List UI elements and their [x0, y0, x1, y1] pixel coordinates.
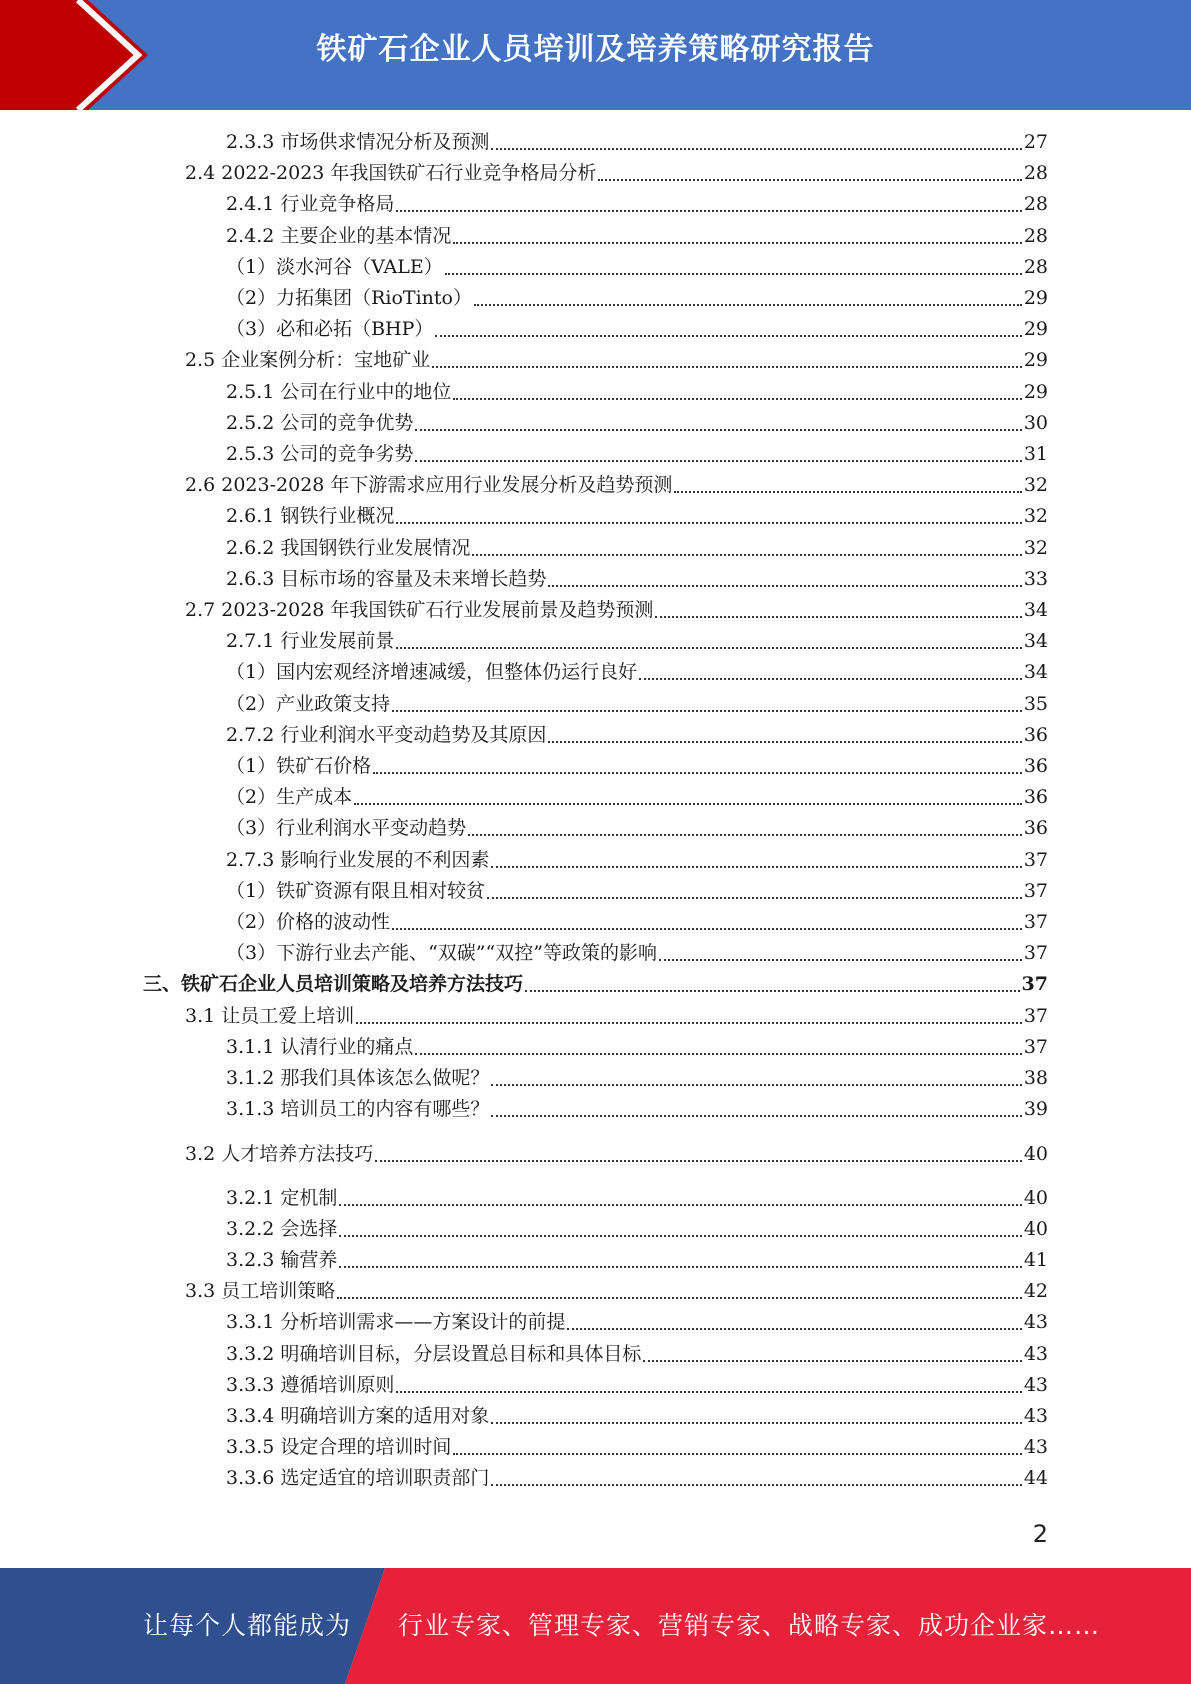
toc-entry[interactable]	[226, 221, 1048, 252]
toc-entry-page: 34	[1023, 599, 1048, 621]
toc-entry-label: （3）必和必拓（BHP）	[226, 318, 434, 341]
toc-entry-label: 2.7.3 影响行业发展的不利因素	[226, 848, 490, 871]
toc-entry-page: 43	[1023, 1436, 1048, 1459]
toc-entry-page: 36	[1023, 755, 1048, 777]
toc-dot-leader	[339, 1235, 1021, 1237]
toc-entry-label: 三、铁矿石企业人员培训策略及培养方法技巧	[143, 973, 524, 996]
toc-entry-page: 32	[1023, 505, 1048, 528]
toc-entry[interactable]	[226, 408, 1048, 439]
toc-dot-leader	[487, 897, 1022, 899]
toc-entry-label: （3）行业利润水平变动趋势	[226, 817, 467, 840]
toc-entry-page: 42	[1023, 1280, 1048, 1303]
toc-entry[interactable]	[185, 158, 1048, 189]
toc-entry[interactable]	[226, 1183, 1048, 1214]
toc-entry[interactable]	[226, 813, 1048, 844]
footer-slogan-right: 行业专家、管理专家、营销专家、战略专家、成功企业家……	[398, 1611, 1101, 1640]
toc-entry[interactable]	[226, 1032, 1048, 1063]
toc-entry-label: 2.5 企业案例分析：宝地矿业	[185, 349, 431, 372]
toc-entry-page: 43	[1023, 1373, 1048, 1396]
toc-entry[interactable]	[226, 564, 1048, 595]
toc-dot-leader	[567, 1328, 1021, 1330]
toc-entry-label: 2.5.1 公司在行业中的地位	[226, 380, 452, 403]
toc-entry-page: 39	[1023, 1098, 1048, 1121]
toc-entry-page: 28	[1023, 255, 1048, 278]
toc-entry-label: 3.1 让员工爱上培训	[185, 1004, 355, 1027]
page-number: 2	[1032, 1520, 1048, 1548]
toc-entry-label: 3.3.6 选定适宜的培训职责部门	[226, 1467, 490, 1490]
toc-dot-leader	[491, 148, 1021, 150]
toc-entry[interactable]	[226, 1245, 1048, 1276]
toc-entry-label: 2.6 2023-2028 年下游需求应用行业发展分析及趋势预测	[185, 474, 673, 497]
toc-dot-leader	[674, 491, 1021, 493]
toc-entry-page: 34	[1023, 630, 1048, 653]
toc-dot-leader	[375, 1160, 1022, 1162]
toc-entry-label: 3.2 人才培养方法技巧	[185, 1143, 374, 1166]
toc-entry-label: （2）生产成本	[226, 786, 353, 809]
toc-entry-page: 28	[1023, 224, 1048, 247]
toc-entry-label: （2）价格的波动性	[226, 911, 391, 933]
toc-dot-leader	[453, 242, 1021, 244]
toc-dot-leader	[491, 866, 1021, 868]
toc-entry-page: 33	[1023, 567, 1048, 590]
toc-dot-leader	[356, 1022, 1022, 1024]
toc-entry[interactable]	[185, 1139, 1048, 1170]
toc-entry-label: 2.4.2 主要企业的基本情况	[226, 224, 452, 247]
page-footer	[0, 1568, 1191, 1684]
toc-entry-page: 28	[1023, 193, 1048, 216]
toc-dot-leader	[396, 522, 1021, 524]
toc-dot-leader	[639, 678, 1022, 680]
toc-entry-label: 2.6.2 我国钢铁行业发展情况	[226, 536, 471, 559]
toc-dot-leader	[491, 1084, 1021, 1086]
toc-entry-label: 2.3.3 市场供求情况分析及预测	[226, 131, 490, 153]
toc-dot-leader	[453, 1453, 1021, 1455]
toc-dot-leader	[491, 1115, 1021, 1117]
document-title: 铁矿石企业人员培训及培养策略研究报告	[316, 32, 875, 67]
toc-entry-page: 29	[1023, 380, 1048, 403]
toc-entry-page: 31	[1023, 443, 1048, 465]
toc-dot-leader	[415, 429, 1021, 431]
toc-entry-label: 2.5.2 公司的竞争优势	[226, 411, 414, 434]
toc-entry-page: 27	[1023, 131, 1048, 153]
toc-dot-leader	[445, 273, 1022, 275]
toc-entry-label: 3.3.1 分析培训需求——方案设计的前提	[226, 1311, 566, 1334]
toc-entry[interactable]	[226, 1432, 1048, 1463]
toc-dot-leader	[373, 772, 1022, 774]
toc-dot-leader	[396, 1391, 1021, 1393]
toc-entry-label: 2.6.1 钢铁行业概况	[226, 505, 395, 528]
toc-entry[interactable]	[226, 876, 1048, 907]
toc-dot-leader	[548, 585, 1021, 587]
toc-entry-page: 40	[1023, 1143, 1048, 1166]
toc-entry-page: 37	[1023, 911, 1048, 933]
toc-dot-leader	[432, 366, 1022, 368]
toc-entry[interactable]	[185, 470, 1048, 501]
toc-entry-label: （3）下游行业去产能、“双碳”“双控”等政策的影响	[226, 942, 657, 965]
toc-dot-leader	[491, 1484, 1021, 1486]
toc-entry-page: 37	[1023, 879, 1048, 902]
toc-entry-page: 43	[1023, 1405, 1048, 1427]
toc-entry-page: 35	[1023, 692, 1048, 715]
toc-entry-label: 2.4.1 行业竞争格局	[226, 193, 395, 216]
toc-entry-page: 43	[1023, 1342, 1048, 1365]
toc-entry-label: 3.1.3 培训员工的内容有哪些？	[226, 1098, 490, 1121]
toc-entry-page: 34	[1023, 661, 1048, 684]
toc-entry[interactable]	[226, 252, 1048, 283]
toc-entry[interactable]	[226, 1463, 1048, 1494]
toc-entry[interactable]	[226, 938, 1048, 969]
toc-dot-leader	[453, 398, 1021, 400]
toc-entry[interactable]	[226, 377, 1048, 408]
toc-entry[interactable]	[185, 1276, 1048, 1307]
toc-entry-label: 3.3.4 明确培训方案的适用对象	[226, 1405, 490, 1427]
toc-dot-leader	[491, 1422, 1021, 1424]
toc-dot-leader	[548, 741, 1021, 743]
toc-entry-page: 37	[1023, 1004, 1048, 1027]
toc-entry-page: 29	[1023, 318, 1048, 341]
toc-dot-leader	[415, 1053, 1021, 1055]
toc-entry[interactable]	[226, 751, 1048, 782]
toc-entry-label: 3.1.1 认清行业的痛点	[226, 1035, 414, 1058]
toc-entry-page: 32	[1023, 474, 1048, 497]
toc-entry-page: 36	[1023, 723, 1048, 746]
toc-entry[interactable]	[226, 689, 1048, 720]
toc-entry-label: （1）铁矿资源有限且相对较贫	[226, 879, 486, 902]
toc-entry[interactable]	[226, 1339, 1048, 1370]
toc-dot-leader	[655, 616, 1021, 618]
toc-entry[interactable]	[185, 595, 1048, 626]
toc-dot-leader	[659, 959, 1022, 961]
toc-dot-leader	[354, 803, 1022, 805]
toc-entry-page: 43	[1023, 1311, 1048, 1334]
toc-dot-leader	[415, 460, 1021, 462]
toc-dot-leader	[396, 647, 1021, 649]
toc-entry[interactable]	[226, 189, 1048, 220]
toc-dot-leader	[525, 990, 1020, 992]
toc-entry-label: 3.2.1 定机制	[226, 1186, 338, 1209]
footer-slogan-left: 让每个人都能成为	[143, 1611, 352, 1640]
toc-entry[interactable]	[226, 907, 1048, 938]
toc-entry[interactable]	[226, 845, 1048, 876]
page-header	[0, 0, 1191, 110]
toc-entry[interactable]	[226, 314, 1048, 345]
toc-entry-page: 36	[1023, 817, 1048, 840]
toc-entry-page: 44	[1023, 1467, 1048, 1490]
toc-entry-page: 40	[1023, 1217, 1048, 1240]
toc-entry-page: 37	[1023, 1035, 1048, 1058]
toc-entry[interactable]	[143, 969, 1048, 1000]
toc-entry-label: （1）淡水河谷（VALE）	[226, 255, 443, 278]
toc-dot-leader	[337, 1297, 1022, 1299]
toc-dot-leader	[468, 834, 1022, 836]
toc-entry[interactable]	[226, 1063, 1048, 1094]
toc-entry[interactable]	[226, 626, 1048, 657]
toc-entry-page: 30	[1023, 411, 1048, 434]
toc-dot-leader	[396, 210, 1021, 212]
toc-entry-page: 37	[1023, 942, 1048, 965]
toc-dot-leader	[339, 1204, 1021, 1206]
toc-entry-label: 2.6.3 目标市场的容量及未来增长趋势	[226, 567, 547, 590]
toc-entry[interactable]	[226, 283, 1048, 314]
toc-entry-label: 3.3.5 设定合理的培训时间	[226, 1436, 452, 1459]
toc-entry-page: 38	[1023, 1067, 1048, 1089]
toc-entry[interactable]	[226, 657, 1048, 688]
toc-entry[interactable]	[185, 1001, 1048, 1032]
toc-dot-leader	[474, 304, 1022, 306]
toc-entry[interactable]	[226, 1094, 1048, 1125]
toc-entry-page: 37	[1021, 973, 1048, 996]
toc-dot-leader	[435, 335, 1021, 337]
toc-entry-page: 29	[1023, 287, 1048, 309]
toc-dot-leader	[598, 179, 1021, 181]
toc-entry-label: 2.5.3 公司的竞争劣势	[226, 443, 414, 465]
toc-entry-label: 2.4 2022-2023 年我国铁矿石行业竞争格局分析	[185, 162, 597, 185]
toc-entry[interactable]	[226, 782, 1048, 813]
toc-entry-label: （2）力拓集团（RioTinto）	[226, 287, 472, 309]
toc-entry-page: 28	[1023, 162, 1048, 185]
toc-entry-page: 41	[1023, 1249, 1048, 1271]
toc-entry-label: （2）产业政策支持	[226, 692, 391, 715]
toc-entry-label: 2.7 2023-2028 年我国铁矿石行业发展前景及趋势预测	[185, 599, 654, 621]
toc-entry[interactable]	[226, 127, 1048, 158]
toc-entry[interactable]	[226, 1307, 1048, 1338]
toc-dot-leader	[339, 1266, 1021, 1268]
toc-entry-label: 3.3.3 遵循培训原则	[226, 1373, 395, 1396]
toc-entry-label: 2.7.2 行业利润水平变动趋势及其原因	[226, 723, 547, 746]
toc-entry-page: 29	[1023, 349, 1048, 372]
toc-dot-leader	[472, 554, 1021, 556]
toc-entry-page: 37	[1023, 848, 1048, 871]
toc-entry[interactable]	[226, 439, 1048, 470]
toc-entry-label: 2.7.1 行业发展前景	[226, 630, 395, 653]
toc-dot-leader	[392, 710, 1022, 712]
toc-entry[interactable]	[226, 720, 1048, 751]
toc-entry-page: 36	[1023, 786, 1048, 809]
toc-entry-label: （1）铁矿石价格	[226, 755, 372, 777]
toc-entry[interactable]	[226, 533, 1048, 564]
toc-dot-leader	[643, 1360, 1021, 1362]
toc-entry[interactable]	[226, 1401, 1048, 1432]
toc-entry-label: 3.3 员工培训策略	[185, 1280, 336, 1303]
toc-entry-label: 3.2.2 会选择	[226, 1217, 338, 1240]
toc-entry-label: （1）国内宏观经济增速减缓，但整体仍运行良好	[226, 661, 638, 684]
toc-entry-page: 40	[1023, 1186, 1048, 1209]
toc-entry-label: 3.2.3 输营养	[226, 1249, 338, 1271]
toc-entry[interactable]	[185, 345, 1048, 376]
toc-entry[interactable]	[226, 501, 1048, 532]
toc-entry-label: 3.3.2 明确培训目标，分层设置总目标和具体目标	[226, 1342, 642, 1365]
toc-entry-page: 32	[1023, 536, 1048, 559]
toc-dot-leader	[392, 928, 1022, 930]
toc-entry[interactable]	[226, 1370, 1048, 1401]
toc-entry-label: 3.1.2 那我们具体该怎么做呢？	[226, 1067, 490, 1089]
toc-entry[interactable]	[226, 1214, 1048, 1245]
